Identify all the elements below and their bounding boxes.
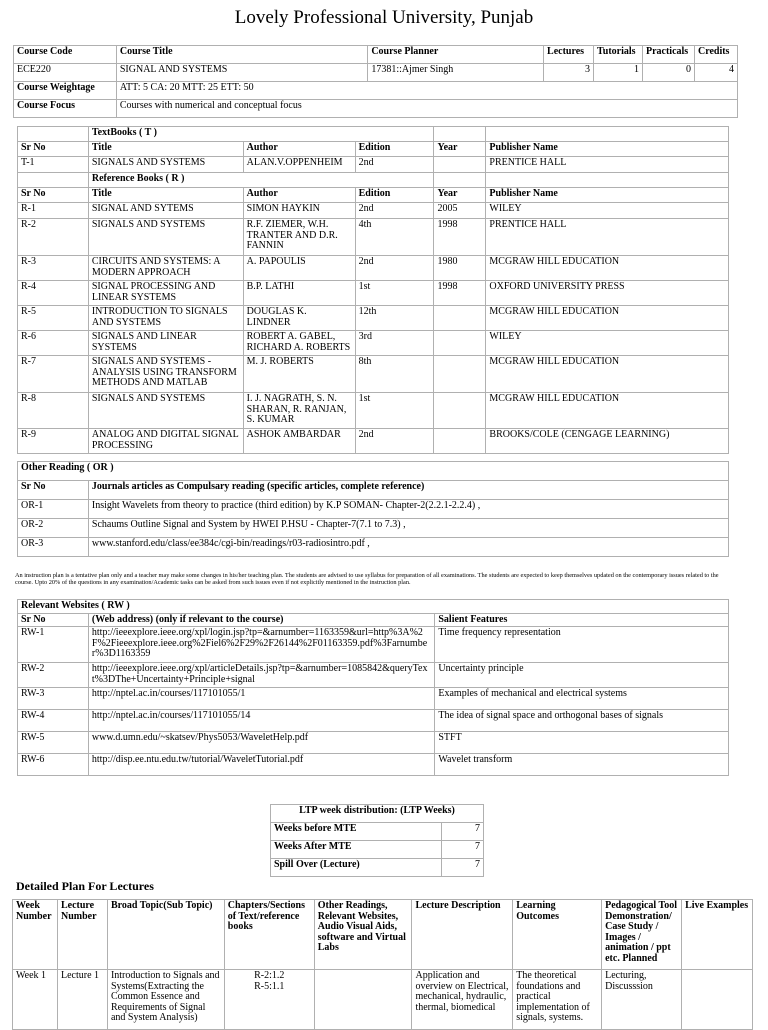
ltp-label: Spill Over (Lecture): [271, 859, 442, 877]
focus-label: Course Focus: [14, 100, 117, 118]
book-cell: 2nd: [355, 256, 434, 281]
ltp-label: Weeks After MTE: [271, 841, 442, 859]
references-section-title: Reference Books ( R ): [88, 173, 434, 188]
other-reading-table: [17, 461, 729, 557]
book-cell: SIMON HAYKIN: [243, 203, 355, 219]
book-cell: WILEY: [486, 331, 729, 356]
header-cell: Sr No: [18, 613, 89, 627]
book-cell: R-7: [18, 356, 89, 393]
table-row: [18, 306, 729, 331]
plan-header-row: [13, 900, 753, 970]
table-row: [18, 256, 729, 281]
textbooks-section-title: TextBooks ( T ): [88, 127, 434, 142]
credits-count: 4: [694, 64, 737, 82]
weightage-value: ATT: 5 CA: 20 MTT: 25 ETT: 50: [116, 82, 737, 100]
table-row: [18, 538, 729, 557]
websites-section-title: Relevant Websites ( RW ): [18, 600, 729, 614]
book-cell: R-4: [18, 281, 89, 306]
book-cell: SIGNAL AND SYTEMS: [88, 203, 243, 219]
website-cell: RW-2: [18, 663, 89, 688]
websites-table: [17, 599, 729, 776]
book-cell: 2nd: [355, 429, 434, 454]
plan-header-cell: Broad Topic(Sub Topic): [107, 900, 224, 970]
table-row: [18, 356, 729, 393]
book-cell: [434, 157, 486, 173]
course-planner: 17381::Ajmer Singh: [368, 64, 544, 82]
header-cell: Sr No: [18, 481, 89, 500]
plan-cell: [314, 970, 412, 1030]
plan-header-cell: Other Readings, Relevant Websites, Audio Visual Aids, software and Virtual Labs: [314, 900, 412, 970]
websites-body: [18, 627, 729, 776]
book-cell: A. PAPOULIS: [243, 256, 355, 281]
book-cell: OXFORD UNIVERSITY PRESS: [486, 281, 729, 306]
book-cell: 3rd: [355, 331, 434, 356]
references-head: [18, 173, 729, 203]
header-cell: Author: [243, 142, 355, 157]
table-row: [18, 203, 729, 219]
ltp-table: [270, 804, 484, 877]
ltp-value: 7: [442, 841, 484, 859]
table-row: [18, 732, 729, 754]
website-cell: Uncertainty principle: [435, 663, 729, 688]
header-cell: Author: [243, 188, 355, 203]
plan-heading: Detailed Plan For Lectures: [16, 879, 154, 893]
focus-row: [14, 100, 738, 118]
plan-header-cell: Lecture Number: [57, 900, 107, 970]
website-cell: Examples of mechanical and electrical systems: [435, 688, 729, 710]
book-cell: 1st: [355, 393, 434, 429]
header-cell: Year: [434, 142, 486, 157]
course-info-table: [13, 45, 738, 118]
spacer-cell: [18, 173, 89, 188]
book-cell: ROBERT A. GABEL, RICHARD A. ROBERTS: [243, 331, 355, 356]
book-cell: R-8: [18, 393, 89, 429]
header-cell: Sr No: [18, 142, 89, 157]
book-cell: MCGRAW HILL EDUCATION: [486, 393, 729, 429]
book-cell: ASHOK AMBARDAR: [243, 429, 355, 454]
header-cell: Practicals: [642, 46, 694, 64]
other-reading-body: [18, 500, 729, 557]
header-cell: Course Planner: [368, 46, 544, 64]
section-row: [18, 173, 729, 188]
plan-header-cell: Lecture Description: [412, 900, 513, 970]
reading-cell: OR-1: [18, 500, 89, 519]
header-row: [18, 142, 729, 157]
plan-body: [13, 970, 753, 1030]
textbooks-body: [18, 157, 729, 173]
plan-header-cell: Pedagogical Tool Demonstration/ Case Study / Images / animation / ppt etc. Planned: [602, 900, 682, 970]
table-row: [18, 688, 729, 710]
table-row: [18, 754, 729, 776]
book-cell: PRENTICE HALL: [486, 219, 729, 256]
plan-header-cell: Learning Outcomes: [513, 900, 602, 970]
section-row: [18, 127, 729, 142]
book-cell: 1980: [434, 256, 486, 281]
plan-cell: Lecture 1: [57, 970, 107, 1030]
plan-header-cell: Week Number: [13, 900, 58, 970]
lecture-plan-table: [12, 899, 753, 1030]
book-cell: SIGNALS AND SYSTEMS - ANALYSIS USING TRANSFORM METHODS AND MATLAB: [88, 356, 243, 393]
website-cell: http://ieeexplore.ieee.org/xpl/articleDetails.jsp?tp=&arnumber=1085842&queryText%3DThe+Uncertainty+Principle+signal: [88, 663, 434, 688]
ltp-heading: LTP week distribution: (LTP Weeks): [271, 805, 484, 823]
book-cell: 8th: [355, 356, 434, 393]
header-cell: Salient Features: [435, 613, 729, 627]
book-cell: SIGNALS AND LINEAR SYSTEMS: [88, 331, 243, 356]
table-row: [271, 841, 484, 859]
spacer-cell: [486, 173, 729, 188]
book-cell: [434, 429, 486, 454]
book-cell: 4th: [355, 219, 434, 256]
book-cell: T-1: [18, 157, 89, 173]
book-cell: WILEY: [486, 203, 729, 219]
plan-cell: The theoretical foundations and practical implementation of signals, systems.: [513, 970, 602, 1030]
book-cell: CIRCUITS AND SYSTEMS: A MODERN APPROACH: [88, 256, 243, 281]
header-cell: Publisher Name: [486, 188, 729, 203]
book-cell: SIGNALS AND SYSTEMS: [88, 393, 243, 429]
book-cell: SIGNAL PROCESSING AND LINEAR SYSTEMS: [88, 281, 243, 306]
spacer-cell: [434, 127, 486, 142]
table-row: [18, 157, 729, 173]
header-cell: (Web address) (only if relevant to the course): [88, 613, 434, 627]
website-cell: STFT: [435, 732, 729, 754]
book-cell: BROOKS/COLE (CENGAGE LEARNING): [486, 429, 729, 454]
book-cell: ANALOG AND DIGITAL SIGNAL PROCESSING: [88, 429, 243, 454]
table-row: [271, 859, 484, 877]
book-cell: DOUGLAS K. LINDNER: [243, 306, 355, 331]
spacer-cell: [486, 127, 729, 142]
book-cell: 1998: [434, 219, 486, 256]
header-cell: Edition: [355, 188, 434, 203]
plan-cell: R-2:1.2 R-5:1.1: [224, 970, 314, 1030]
header-cell: Year: [434, 188, 486, 203]
practicals-count: 0: [642, 64, 694, 82]
references-body: [18, 203, 729, 454]
table-row: [18, 710, 729, 732]
ltp-body: [271, 823, 484, 877]
header-cell: Sr No: [18, 188, 89, 203]
book-cell: 2005: [434, 203, 486, 219]
header-cell: Title: [88, 142, 243, 157]
course-header-row: [14, 46, 738, 64]
book-cell: R-6: [18, 331, 89, 356]
book-cell: ALAN.V.OPPENHEIM: [243, 157, 355, 173]
book-cell: 1998: [434, 281, 486, 306]
spacer-cell: [434, 173, 486, 188]
weightage-label: Course Weightage: [14, 82, 117, 100]
book-cell: I. J. NAGRATH, S. N. SHARAN, R. RANJAN, S. KUMAR: [243, 393, 355, 429]
header-cell: Course Title: [116, 46, 367, 64]
website-cell: http://nptel.ac.in/courses/117101055/1: [88, 688, 434, 710]
plan-cell: Introduction to Signals and Systems(Extracting the Common Essence and Requirements of Signal and System Analysis): [107, 970, 224, 1030]
header-cell: Publisher Name: [486, 142, 729, 157]
book-cell: [434, 393, 486, 429]
book-cell: R-1: [18, 203, 89, 219]
ltp-label: Weeks before MTE: [271, 823, 442, 841]
table-row: [18, 281, 729, 306]
website-cell: RW-4: [18, 710, 89, 732]
book-cell: SIGNALS AND SYSTEMS: [88, 157, 243, 173]
website-cell: http://disp.ee.ntu.edu.tw/tutorial/WaveletTutorial.pdf: [88, 754, 434, 776]
plan-header-cell: Live Examples: [682, 900, 753, 970]
instruction-note: An instruction plan is a tentative plan only and a teacher may make some changes in his/her teaching plan. The students are advised to use syllabus for preparation of all examinations. The students are expected to keep themselves updated on the contemporary issues related to the course. Upto 20% of the questions in any examination/Academic tasks can be asked from such issues even if not explicitly mentioned in the instruction plan.: [15, 572, 719, 587]
ltp-value: 7: [442, 823, 484, 841]
book-cell: 12th: [355, 306, 434, 331]
website-cell: RW-1: [18, 627, 89, 663]
plan-cell: Week 1: [13, 970, 58, 1030]
website-cell: The idea of signal space and orthogonal bases of signals: [435, 710, 729, 732]
book-cell: [434, 306, 486, 331]
book-cell: [434, 331, 486, 356]
website-cell: RW-6: [18, 754, 89, 776]
course-title: SIGNAL AND SYSTEMS: [116, 64, 367, 82]
reading-cell: Insight Wavelets from theory to practice (third edition) by K.P SOMAN- Chapter-2(2.2.1-2.2.4) ,: [88, 500, 728, 519]
header-cell: Credits: [694, 46, 737, 64]
website-cell: Time frequency representation: [435, 627, 729, 663]
reading-cell: OR-3: [18, 538, 89, 557]
book-cell: R-9: [18, 429, 89, 454]
book-cell: R.F. ZIEMER, W.H. TRANTER AND D.R. FANNIN: [243, 219, 355, 256]
header-cell: Title: [88, 188, 243, 203]
books-table: [17, 126, 729, 454]
website-cell: http://ieeexplore.ieee.org/xpl/login.jsp?tp=&arnumber=1163359&url=http%3A%2F%2Fieeexplore.ieee.org%2Fiel6%2F29%2F26144%2F01163359.pdf%3Farnumber%3D1163359: [88, 627, 434, 663]
reading-cell: Schaums Outline Signal and System by HWEI P.HSU - Chapter-7(7.1 to 7.3) ,: [88, 519, 728, 538]
table-row: [18, 627, 729, 663]
table-row: [13, 970, 753, 1030]
book-cell: SIGNALS AND SYSTEMS: [88, 219, 243, 256]
table-row: [18, 219, 729, 256]
table-row: [18, 500, 729, 519]
book-cell: MCGRAW HILL EDUCATION: [486, 356, 729, 393]
header-cell: Tutorials: [594, 46, 643, 64]
spacer-cell: [18, 127, 89, 142]
tutorials-count: 1: [594, 64, 643, 82]
header-cell: Course Code: [14, 46, 117, 64]
textbooks-head: [18, 127, 729, 157]
book-cell: [434, 356, 486, 393]
book-cell: 2nd: [355, 203, 434, 219]
reading-cell: www.stanford.edu/class/ee384c/cgi-bin/readings/r03-radiosintro.pdf ,: [88, 538, 728, 557]
website-cell: http://nptel.ac.in/courses/117101055/14: [88, 710, 434, 732]
table-row: [18, 519, 729, 538]
plan-head: [13, 900, 753, 970]
table-row: [18, 663, 729, 688]
header-cell: Edition: [355, 142, 434, 157]
website-cell: www.d.umn.edu/~skatsev/Phys5053/WaveletHelp.pdf: [88, 732, 434, 754]
header-cell: Journals articles as Compulsary reading (specific articles, complete reference): [88, 481, 728, 500]
course-code: ECE220: [14, 64, 117, 82]
ltp-value: 7: [442, 859, 484, 877]
book-cell: R-5: [18, 306, 89, 331]
weightage-row: [14, 82, 738, 100]
book-cell: MCGRAW HILL EDUCATION: [486, 306, 729, 331]
book-cell: B.P. LATHI: [243, 281, 355, 306]
book-cell: 1st: [355, 281, 434, 306]
book-cell: M. J. ROBERTS: [243, 356, 355, 393]
page-title: Lovely Professional University, Punjab: [234, 7, 534, 28]
table-row: [18, 331, 729, 356]
book-cell: INTRODUCTION TO SIGNALS AND SYSTEMS: [88, 306, 243, 331]
website-cell: RW-3: [18, 688, 89, 710]
table-row: [18, 429, 729, 454]
book-cell: R-3: [18, 256, 89, 281]
book-cell: R-2: [18, 219, 89, 256]
reading-cell: OR-2: [18, 519, 89, 538]
website-cell: RW-5: [18, 732, 89, 754]
other-reading-section-title: Other Reading ( OR ): [18, 462, 729, 481]
lectures-count: 3: [544, 64, 594, 82]
book-cell: PRENTICE HALL: [486, 157, 729, 173]
course-values-row: [14, 64, 738, 82]
plan-header-cell: Chapters/Sections of Text/reference books: [224, 900, 314, 970]
book-cell: MCGRAW HILL EDUCATION: [486, 256, 729, 281]
focus-value: Courses with numerical and conceptual focus: [116, 100, 737, 118]
header-cell: Lectures: [544, 46, 594, 64]
plan-cell: Application and overview on Electrical, mechanical, hydraulic, thermal, biomedical: [412, 970, 513, 1030]
website-cell: Wavelet transform: [435, 754, 729, 776]
plan-cell: Lecturing, Discusssion: [602, 970, 682, 1030]
book-cell: 2nd: [355, 157, 434, 173]
header-row: [18, 188, 729, 203]
table-row: [271, 823, 484, 841]
plan-cell: [682, 970, 753, 1030]
table-row: [18, 393, 729, 429]
